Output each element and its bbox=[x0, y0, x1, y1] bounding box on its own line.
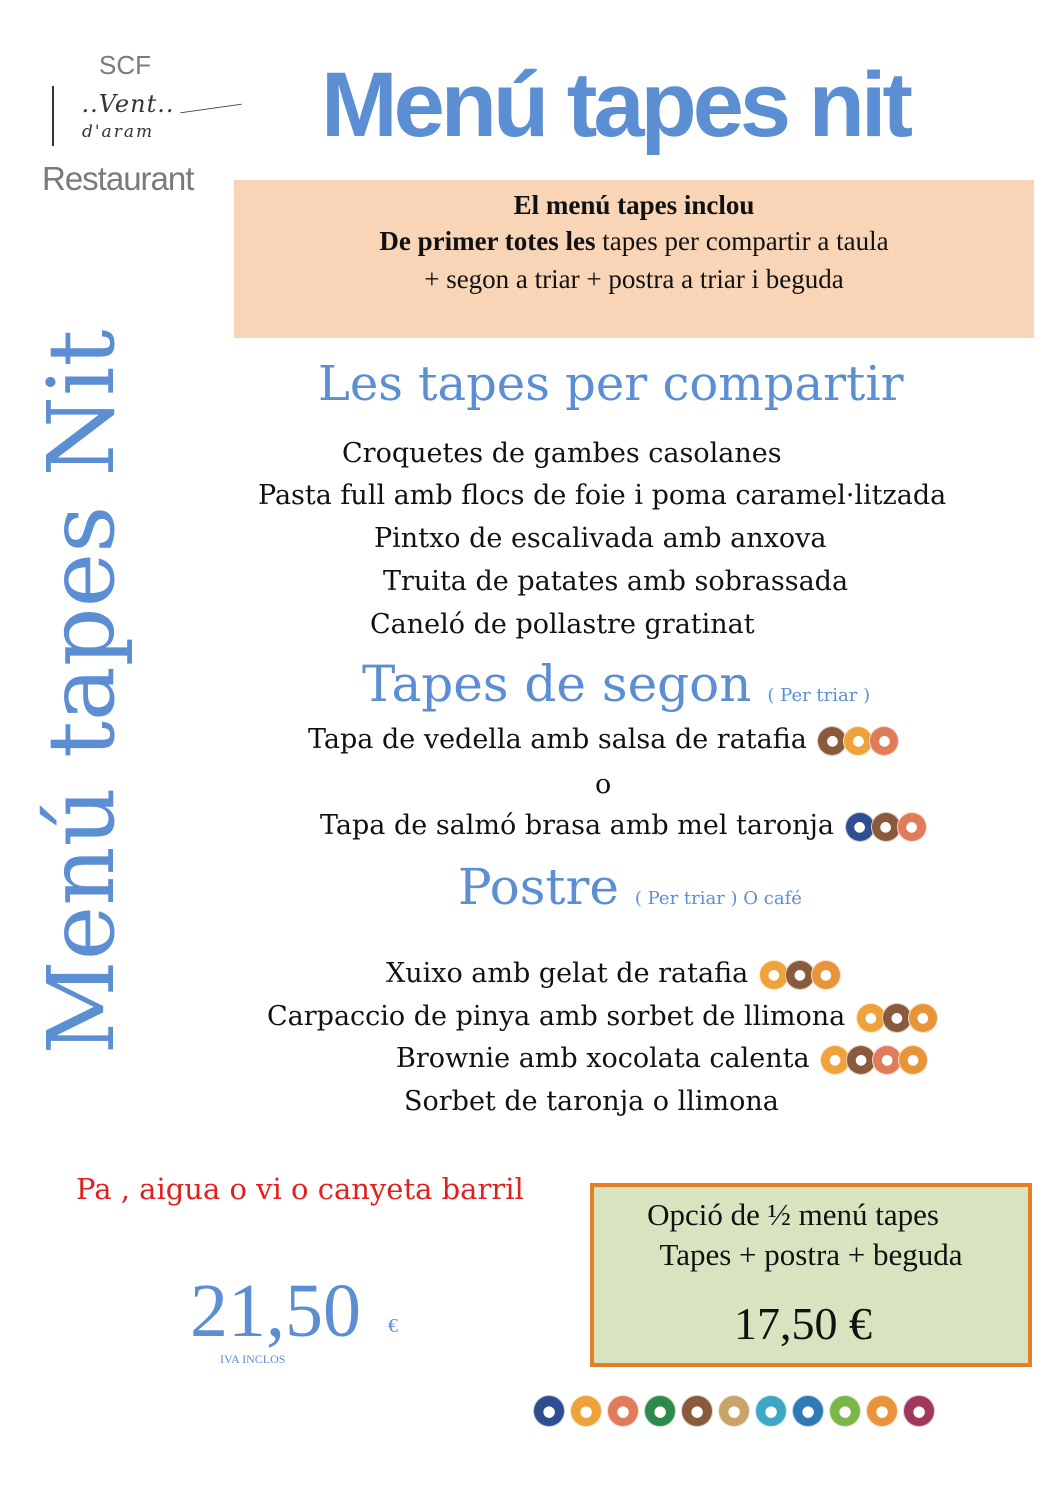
logo-restaurant: Restaurant bbox=[42, 160, 194, 197]
milk-icon: ● bbox=[897, 812, 927, 842]
crustacean-icon: ● bbox=[792, 1395, 824, 1427]
price-currency: € bbox=[388, 1315, 398, 1337]
logo-scf: SCF bbox=[99, 50, 151, 80]
celery-icon: ● bbox=[644, 1395, 676, 1427]
menu-price: 21,50 bbox=[190, 1269, 361, 1353]
dessert-heading bbox=[458, 858, 802, 916]
sharing-heading: Les tapes per compartir bbox=[318, 356, 904, 412]
drinks-included: Pa , aigua o vi o canyeta barril bbox=[76, 1172, 524, 1206]
fish-icon: ● bbox=[845, 812, 875, 842]
second-heading bbox=[362, 655, 870, 713]
dessert-item-2-label: Carpaccio de pinya amb sorbet de llimona bbox=[267, 1001, 846, 1032]
egg-icon: ● bbox=[843, 726, 873, 756]
page-title: Menú tapes nit bbox=[320, 54, 910, 156]
milk-icon: ● bbox=[869, 726, 899, 756]
wheat-icon: ● bbox=[811, 960, 841, 990]
mustard-icon: ● bbox=[817, 726, 847, 756]
mollusc-icon: ● bbox=[755, 1395, 787, 1427]
egg-icon: ● bbox=[759, 960, 789, 990]
dessert-item-2 bbox=[267, 1001, 938, 1033]
second-heading-text: Tapes de segon bbox=[362, 655, 752, 713]
second-item-1-allergens bbox=[821, 725, 899, 757]
second-note: ( Per triar ) bbox=[767, 685, 871, 706]
logo-script-line1: ..Vent.. bbox=[81, 90, 175, 118]
dessert-item-4: Sorbet de taronja o llimona bbox=[404, 1086, 779, 1117]
half-menu-price: 17,50 € bbox=[734, 1298, 872, 1349]
second-item-2-allergens bbox=[849, 811, 927, 843]
egg-icon: ● bbox=[570, 1395, 602, 1427]
second-item-2 bbox=[320, 810, 927, 842]
wheat-icon: ● bbox=[866, 1395, 898, 1427]
sharing-item-5: Caneló de pollastre gratinat bbox=[370, 609, 755, 640]
dessert-item-3-allergens bbox=[824, 1044, 928, 1076]
second-or: o bbox=[595, 769, 612, 800]
dessert-item-1-allergens bbox=[763, 959, 841, 991]
sharing-item-1: Croquetes de gambes casolanes bbox=[342, 438, 782, 469]
dessert-item-3 bbox=[396, 1043, 928, 1075]
tax-note: IVA INCLOS bbox=[220, 1352, 286, 1366]
includes-line-3: + segon a triar + postra a triar i beguda bbox=[424, 264, 844, 294]
logo-divider bbox=[52, 86, 54, 146]
milk-icon: ● bbox=[872, 1045, 902, 1075]
lupin-icon: ● bbox=[829, 1395, 861, 1427]
second-item-2-label: Tapa de salmó brasa amb mel taronja bbox=[320, 810, 835, 841]
dessert-item-3-label: Brownie amb xocolata calenta bbox=[396, 1043, 810, 1074]
includes-line-2-bold: De primer totes les bbox=[379, 226, 596, 256]
wheat-icon: ● bbox=[908, 1003, 938, 1033]
includes-heading: El menú tapes inclou bbox=[513, 190, 755, 220]
dessert-note: ( Per triar ) O café bbox=[634, 888, 802, 909]
mustard-icon: ● bbox=[681, 1395, 713, 1427]
allergen-legend bbox=[528, 1395, 1008, 1431]
milk-icon: ● bbox=[607, 1395, 639, 1427]
egg-icon: ● bbox=[820, 1045, 850, 1075]
half-menu-line-1: Opció de ½ menú tapes bbox=[647, 1197, 939, 1232]
sharing-item-2: Pasta full amb flocs de foie i poma caramel·litzada bbox=[258, 480, 947, 511]
half-menu-box bbox=[590, 1183, 1032, 1367]
sharing-item-3: Pintxo de escalivada amb anxova bbox=[374, 523, 827, 554]
mustard-icon: ● bbox=[846, 1045, 876, 1075]
wheat-icon: ● bbox=[898, 1045, 928, 1075]
second-item-1 bbox=[308, 724, 899, 756]
dessert-item-1-label: Xuixo amb gelat de ratafia bbox=[386, 958, 749, 989]
second-item-1-label: Tapa de vedella amb salsa de ratafia bbox=[308, 724, 807, 755]
dessert-item-1 bbox=[386, 958, 841, 990]
sulphite-icon: ● bbox=[903, 1395, 935, 1427]
logo-script bbox=[52, 86, 202, 148]
sharing-item-4: Truita de patates amb sobrassada bbox=[383, 566, 849, 597]
egg-icon: ● bbox=[856, 1003, 886, 1033]
logo-script-line2: d'aram bbox=[82, 122, 155, 142]
menu-includes-box bbox=[234, 180, 1034, 338]
mustard-icon: ● bbox=[785, 960, 815, 990]
half-menu-line-2: Tapes + postra + beguda bbox=[659, 1237, 963, 1272]
mustard-icon: ● bbox=[871, 812, 901, 842]
includes-line-2-rest: tapes per compartir a taula bbox=[595, 226, 889, 256]
mustard-icon: ● bbox=[882, 1003, 912, 1033]
gluten-icon: ● bbox=[718, 1395, 750, 1427]
includes-line-2 bbox=[234, 226, 1034, 257]
fish-icon: ● bbox=[533, 1395, 565, 1427]
dessert-heading-text: Postre bbox=[458, 858, 619, 916]
vertical-title-text: Menú tapes Nit bbox=[28, 329, 135, 1055]
dessert-item-2-allergens bbox=[860, 1002, 938, 1034]
